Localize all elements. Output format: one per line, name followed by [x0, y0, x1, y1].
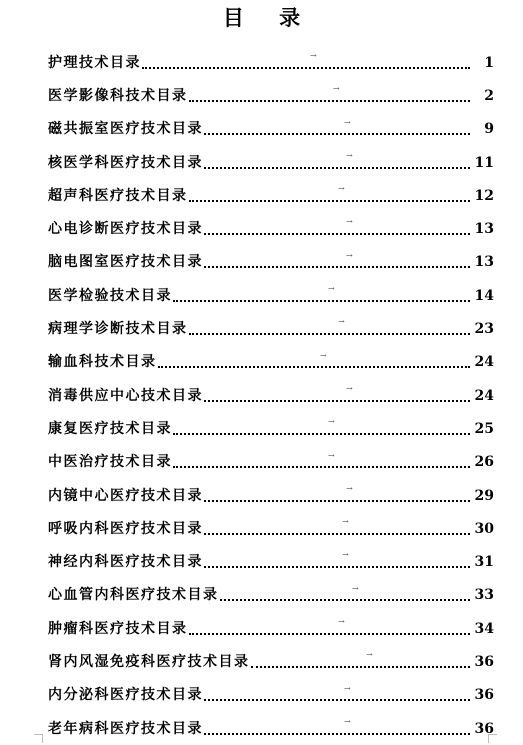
- toc-entry-label: 心电诊断医疗技术目录: [48, 221, 203, 238]
- toc-entry-label: 内镜中心医疗技术目录: [48, 487, 203, 504]
- tab-arrow-icon: →: [328, 450, 335, 460]
- tab-arrow-icon: →: [338, 317, 345, 327]
- toc-dot-leader: [189, 200, 471, 202]
- toc-entry-label: 肿瘤科医疗技术目录: [48, 620, 188, 637]
- toc-dot-leader: [189, 633, 471, 635]
- toc-entry-page-number: 13: [474, 221, 494, 238]
- toc-entry[interactable]: [48, 679, 494, 712]
- toc-entry-label: 输血科技术目录: [48, 354, 157, 371]
- tab-arrow-icon: →: [328, 417, 335, 427]
- tab-arrow-icon: →: [342, 550, 349, 560]
- toc-entry-page-number: 1: [484, 54, 494, 71]
- toc-entry-page-number: 29: [474, 487, 494, 504]
- toc-entry[interactable]: [48, 79, 494, 112]
- toc-entry[interactable]: [48, 379, 494, 412]
- toc-entry-label: 核医学科医疗技术目录: [48, 154, 203, 171]
- toc-dot-leader: [204, 400, 470, 402]
- toc-dot-leader: [189, 333, 471, 335]
- toc-entry[interactable]: [48, 446, 494, 479]
- toc-entry-page-number: 2: [484, 87, 494, 104]
- toc-title: 目 录: [222, 5, 315, 30]
- toc-dot-leader: [204, 733, 470, 735]
- toc-dot-leader: [158, 366, 471, 368]
- toc-entry-label: 呼吸内科医疗技术目录: [48, 520, 203, 537]
- toc-dot-leader: [204, 167, 470, 169]
- tab-arrow-icon: →: [346, 383, 353, 393]
- toc-entry-label: 病理学诊断技术目录: [48, 321, 188, 338]
- toc-entry-page-number: 30: [474, 520, 494, 537]
- toc-entry[interactable]: [48, 246, 494, 279]
- page-corner-mark-left: [34, 734, 43, 743]
- toc-entry[interactable]: [48, 113, 494, 146]
- toc-entry-label: 护理技术目录: [48, 54, 141, 71]
- toc-entry[interactable]: [48, 479, 494, 512]
- toc-dot-leader: [204, 266, 470, 268]
- table-of-contents: [48, 46, 494, 745]
- toc-dot-leader: [204, 233, 470, 235]
- toc-dot-leader: [173, 433, 470, 435]
- tab-arrow-icon: →: [366, 650, 373, 660]
- toc-dot-leader: [220, 599, 471, 601]
- toc-entry[interactable]: [48, 212, 494, 245]
- toc-entry[interactable]: [48, 645, 494, 678]
- tab-arrow-icon: →: [320, 350, 327, 360]
- toc-entry-label: 老年病科医疗技术目录: [48, 720, 203, 737]
- toc-dot-leader: [173, 300, 470, 302]
- tab-arrow-icon: →: [338, 617, 345, 627]
- toc-entry-label: 心血管内科医疗技术目录: [48, 587, 219, 604]
- tab-arrow-icon: →: [346, 217, 353, 227]
- toc-entry[interactable]: [48, 346, 494, 379]
- toc-entry-page-number: 14: [474, 287, 494, 304]
- page-corner-mark-right: [488, 734, 497, 743]
- toc-entry-page-number: 23: [474, 321, 494, 338]
- toc-entry-label: 医学影像科技术目录: [48, 87, 188, 104]
- tab-arrow-icon: →: [338, 184, 345, 194]
- toc-entry-page-number: 36: [474, 653, 494, 670]
- toc-entry-label: 脑电图室医疗技术目录: [48, 254, 203, 271]
- toc-dot-leader: [173, 466, 470, 468]
- toc-dot-leader: [189, 100, 471, 102]
- tab-arrow-icon: →: [344, 683, 351, 693]
- tab-arrow-icon: →: [346, 150, 353, 160]
- toc-entry[interactable]: [48, 579, 494, 612]
- toc-dot-leader: [204, 566, 470, 568]
- toc-entry[interactable]: [48, 412, 494, 445]
- toc-entry-page-number: 24: [474, 387, 494, 404]
- toc-entry-page-number: 34: [474, 620, 494, 637]
- toc-dot-leader: [204, 699, 470, 701]
- toc-entry-page-number: 13: [474, 254, 494, 271]
- toc-entry-label: 神经内科医疗技术目录: [48, 554, 203, 571]
- toc-entry-page-number: 36: [474, 687, 494, 704]
- tab-arrow-icon: →: [344, 117, 351, 127]
- toc-entry[interactable]: [48, 312, 494, 345]
- toc-dot-leader: [204, 500, 470, 502]
- toc-entry[interactable]: [48, 612, 494, 645]
- toc-entry-label: 内分泌科医疗技术目录: [48, 687, 203, 704]
- toc-entry-label: 肾内风湿免疫科医疗技术目录: [48, 653, 250, 670]
- toc-entry-label: 医学检验技术目录: [48, 287, 172, 304]
- toc-dot-leader: [204, 133, 470, 135]
- toc-entry-label: 中医治疗技术目录: [48, 454, 172, 471]
- toc-entry-page-number: 36: [474, 720, 494, 737]
- toc-dot-leader: [251, 666, 471, 668]
- tab-arrow-icon: →: [310, 51, 317, 60]
- toc-entry-page-number: 12: [474, 187, 494, 204]
- toc-entry-page-number: 26: [474, 454, 494, 471]
- tab-arrow-icon: →: [344, 716, 351, 726]
- toc-entry[interactable]: [48, 279, 494, 312]
- toc-entry[interactable]: [48, 512, 494, 545]
- toc-entry-page-number: 24: [474, 354, 494, 371]
- toc-entry[interactable]: [48, 179, 494, 212]
- toc-entry[interactable]: [48, 545, 494, 578]
- toc-entry-page-number: 33: [474, 587, 494, 604]
- toc-dot-leader: [204, 533, 470, 535]
- toc-entry-page-number: 9: [484, 121, 494, 138]
- tab-arrow-icon: →: [346, 483, 353, 493]
- toc-entry-page-number: 11: [474, 154, 494, 171]
- tab-arrow-icon: →: [333, 84, 340, 94]
- toc-entry-label: 超声科医疗技术目录: [48, 187, 188, 204]
- toc-entry[interactable]: [48, 46, 494, 79]
- toc-entry-label: 磁共振室医疗技术目录: [48, 121, 203, 138]
- tab-arrow-icon: →: [328, 284, 335, 294]
- toc-entry-label: 消毒供应中心技术目录: [48, 387, 203, 404]
- toc-dot-leader: [142, 67, 470, 69]
- tab-arrow-icon: →: [346, 250, 353, 260]
- toc-entry-page-number: 31: [474, 554, 494, 571]
- toc-entry-page-number: 25: [474, 420, 494, 437]
- tab-arrow-icon: →: [352, 583, 359, 593]
- toc-entry[interactable]: [48, 146, 494, 179]
- toc-entry[interactable]: [48, 712, 494, 745]
- toc-entry-label: 康复医疗技术目录: [48, 420, 172, 437]
- tab-arrow-icon: →: [342, 517, 349, 527]
